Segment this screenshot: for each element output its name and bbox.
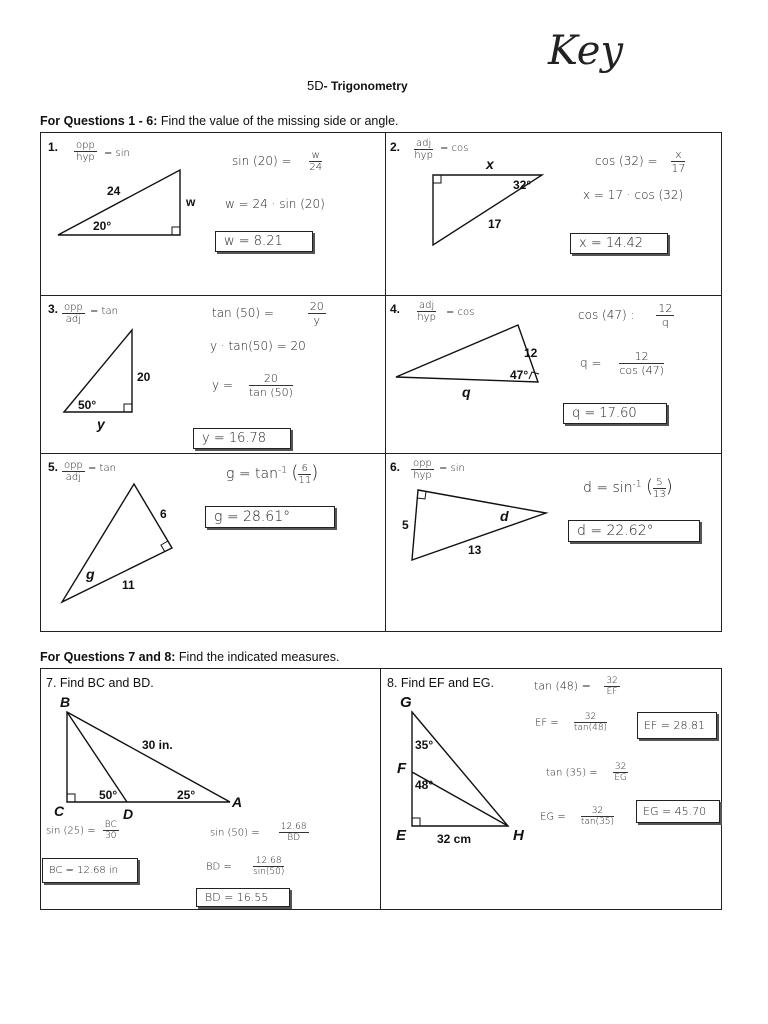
- q7-step3-left: BD =: [206, 861, 232, 873]
- q8-label: 8. Find EF and EG.: [387, 676, 494, 690]
- q1-number: 1.: [48, 140, 59, 154]
- q8-point-e: E: [396, 827, 407, 844]
- title-text: - Trigonometry: [323, 79, 408, 93]
- q5-step1-den: 11: [298, 474, 312, 486]
- q8-step3-num: 32: [614, 762, 627, 772]
- section2-heading-rest: Find the indicated measures.: [175, 650, 340, 664]
- q5-step1-left: g = tan: [226, 466, 278, 482]
- q4-answer: q = 17.60: [563, 403, 667, 424]
- q2-angle: 32°: [513, 178, 532, 192]
- q4-step2-den: cos (47): [619, 364, 664, 377]
- q6-number: 6.: [390, 460, 401, 474]
- q6-note-eq: = sin: [439, 463, 465, 474]
- q1-note-eq: = sin: [104, 148, 130, 159]
- q3-step3-num: 20: [249, 372, 293, 386]
- q2-note-bot: hyp: [414, 150, 433, 161]
- q3-step3-left: y =: [212, 378, 233, 392]
- q1-step1-den: 24: [309, 162, 323, 173]
- q3-note-eq: = tan: [90, 306, 118, 317]
- q3-side-y: y: [97, 416, 105, 432]
- q5-step1-num: 6: [298, 463, 311, 475]
- q5-number: 5.: [48, 460, 59, 474]
- q8-step1-left: tan (48) =: [534, 679, 591, 693]
- q3-answer: y = 16.78: [193, 428, 291, 449]
- q4-angle: 47°: [510, 368, 529, 382]
- q4-step1-left: cos (47) :: [578, 308, 635, 322]
- q7-step1-num: BC: [104, 820, 117, 830]
- q1-answer: w = 8.21: [215, 231, 313, 252]
- q5-note-bot: adj: [65, 472, 82, 483]
- q8-point-h: H: [513, 827, 524, 844]
- q8-step2-num: 32: [574, 712, 607, 723]
- q8-step4-left: EG =: [540, 811, 566, 823]
- q8-side-eh: 32 cm: [437, 832, 472, 846]
- q7-step1-den: 30: [105, 831, 117, 841]
- q6-step1-exp: -1: [632, 479, 642, 490]
- q7-step2-left: sin (50) =: [210, 827, 260, 839]
- q1-side-w: w: [186, 195, 196, 209]
- q7-point-b: B: [60, 694, 71, 710]
- q1-step1-num: w: [309, 150, 322, 162]
- q7-point-d: D: [123, 806, 134, 822]
- q6-step1-num: 5: [653, 477, 666, 489]
- q8-step1-num: 32: [606, 676, 618, 686]
- q2-note-eq: = cos: [440, 143, 469, 154]
- q2-side-x: x: [486, 156, 494, 172]
- q5-side-opp: 6: [160, 507, 167, 521]
- q3-step3-den: tan (50): [248, 386, 293, 399]
- q4-step2-num: 12: [619, 350, 664, 364]
- q8-angle-f: 48°: [415, 778, 434, 792]
- q1-side-hyp: 24: [107, 184, 121, 198]
- q4-side-q: q: [462, 384, 471, 400]
- q1-step1-left: sin (20) =: [232, 154, 292, 168]
- q7-step3-num: 12.68: [253, 856, 284, 867]
- q6-side-hyp: 13: [468, 543, 482, 557]
- q4-note-top: adj: [419, 300, 435, 311]
- q7-step2-den: BD: [287, 833, 301, 843]
- q7-label: 7. Find BC and BD.: [46, 676, 154, 690]
- q4-step1-den: q: [661, 316, 669, 329]
- q8-answer1: EF = 28.81: [637, 712, 717, 739]
- q2-note-top: adj: [416, 138, 432, 149]
- q8-step3-den: EG: [614, 773, 627, 783]
- q2-number: 2.: [390, 140, 401, 154]
- q1-note-bot: hyp: [76, 152, 95, 163]
- q3-note-top: opp: [64, 302, 83, 313]
- q1-step2: w = 24 · sin (20): [225, 197, 325, 211]
- q7-side-ba: 30 in.: [142, 738, 173, 752]
- q6-step1: $d = \sin^{-1}$ ( $\frac{5}{13}$ ): [583, 476, 673, 500]
- q6-step1-left: d = sin: [583, 480, 633, 496]
- q7-point-c: C: [54, 803, 65, 819]
- q8-step2-den: tan(48): [573, 723, 608, 733]
- q8-step1: [534, 676, 620, 697]
- q6-answer: d = 22.62°: [568, 520, 700, 542]
- q2-step1-den: 17: [671, 162, 686, 175]
- q3-step2: y · tan(50) = 20: [210, 339, 306, 353]
- q7-step3-den: sin(50): [253, 867, 285, 877]
- q7-answer1: BC = 12.68 in: [42, 858, 138, 883]
- q1-note-top: opp: [76, 140, 95, 151]
- q7-angle-a: 25°: [177, 788, 196, 802]
- q2-answer: x = 14.42: [570, 233, 668, 254]
- q6-side-opp: 5: [402, 518, 409, 532]
- q8-step3: [546, 762, 628, 783]
- q3-number: 3.: [48, 302, 59, 316]
- q6-note-top: opp: [413, 458, 432, 469]
- q3-angle: 50°: [78, 398, 97, 412]
- q3-step1-left: tan (50) =: [212, 306, 274, 320]
- q7-step2-num: 12.68: [280, 822, 307, 832]
- q8-step4-num: 32: [581, 806, 614, 817]
- q8-angle-g: 35°: [415, 738, 434, 752]
- q8-point-f: F: [397, 760, 407, 777]
- q7-point-a: A: [232, 794, 243, 810]
- section1-heading-bold: For Questions 1 - 6:: [40, 114, 158, 128]
- q4-step2-left: q =: [580, 356, 602, 370]
- q2-step2: x = 17 · cos (32): [583, 188, 684, 202]
- q5-answer: g = 28.61°: [205, 506, 335, 528]
- section2-heading-bold: For Questions 7 and 8:: [40, 650, 176, 664]
- q5-angle: g: [86, 566, 95, 582]
- q6-angle: d: [500, 508, 509, 524]
- q4-number: 4.: [390, 302, 401, 316]
- q5-note-eq: = tan: [88, 463, 116, 474]
- q8-step4: [540, 806, 614, 827]
- q7-angle-d: 50°: [99, 788, 118, 802]
- q2-side-hyp: 17: [488, 217, 502, 231]
- section1-heading-rest: Find the value of the missing side or angle.: [157, 114, 399, 128]
- q8-step1-den: EF: [606, 687, 618, 697]
- q5-side-adj: 11: [122, 578, 135, 592]
- q7-step1-left: sin (25) =: [46, 825, 96, 837]
- q3-step1-num: 20: [309, 300, 324, 313]
- q2-step1-left: cos (32) =: [595, 154, 658, 168]
- q6-note-bot: hyp: [413, 470, 432, 481]
- q5-note-top: opp: [64, 460, 83, 471]
- q2-step1-num: x: [671, 148, 685, 162]
- q8-point-g: G: [400, 694, 412, 711]
- title-prefix: 5D: [307, 78, 324, 93]
- q4-note-eq: = cos: [446, 307, 475, 318]
- q8-answer2: EG = 45.70: [636, 800, 720, 823]
- q4-step1-num: 12: [658, 302, 673, 315]
- q7-answer2: BD = 16.55: [196, 888, 290, 907]
- q5-step1-exp: -1: [277, 465, 287, 476]
- q3-side-opp: 20: [137, 370, 151, 384]
- q8-step4-den: tan(35): [580, 817, 615, 827]
- q8-step2-left: EF =: [535, 717, 559, 729]
- q1-angle: 20°: [93, 219, 112, 233]
- q8-step3-left: tan (35) =: [546, 767, 598, 779]
- key-label: Key: [548, 28, 624, 74]
- q5-step1: $g = \tan^{-1}$ ( $\frac{6}{11}$ ): [226, 462, 319, 486]
- q6-step1-den: 13: [653, 488, 666, 500]
- q3-step1-den: y: [313, 314, 321, 327]
- q8-step2: [535, 712, 607, 733]
- q4-side-adj: 12: [524, 346, 538, 360]
- q3-note-bot: adj: [65, 314, 82, 325]
- q4-note-bot: hyp: [417, 312, 436, 323]
